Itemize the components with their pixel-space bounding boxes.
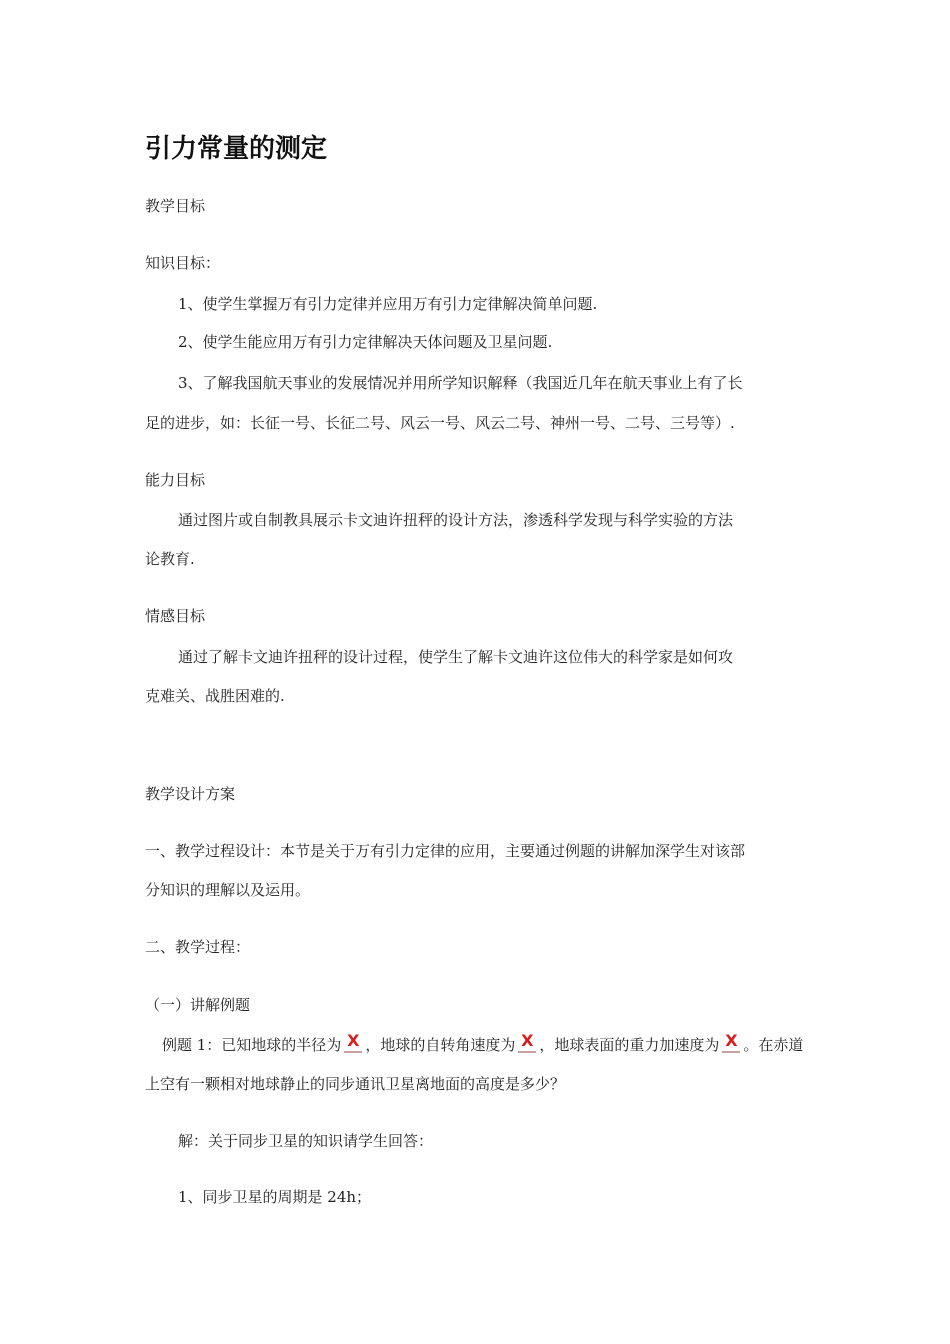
knowledge-item-3-line-2: 足的进步，如：长征一号、长征二号、风云一号、风云二号、神州一号、二号、三号等）. — [145, 414, 735, 432]
heading-ability-goals: 能力目标 — [145, 471, 206, 489]
missing-mark: X — [725, 1031, 738, 1050]
missing-mark: X — [521, 1031, 534, 1050]
heading-emotion-goals: 情感目标 — [145, 607, 206, 625]
knowledge-item-3-line-1: 3、了解我国航天事业的发展情况并用所学知识解释（我国近几年在航天事业上有了长 — [178, 374, 743, 392]
heading-section-examples: （一）讲解例题 — [145, 996, 251, 1014]
heading-teaching-process: 二、教学过程： — [145, 938, 251, 956]
solution-intro: 解：关于同步卫星的知识请学生回答： — [178, 1132, 434, 1150]
knowledge-item-1: 1、使学生掌握万有引力定律并应用万有引力定律解决简单问题. — [178, 295, 598, 313]
missing-formula-icon — [342, 1031, 364, 1054]
emotion-paragraph-line-1: 通过了解卡文迪许扭秤的设计过程，使学生了解卡文迪许这位伟大的科学家是如何攻 — [178, 648, 734, 666]
emotion-paragraph-line-2: 克难关、战胜困难的. — [145, 687, 285, 705]
solution-item-1: 1、同步卫星的周期是 24h； — [178, 1188, 372, 1206]
process-design-line-2: 分知识的理解以及运用。 — [145, 881, 311, 899]
example-text-part-2: ，地球的自转角速度为 — [365, 1036, 516, 1054]
example-1-line-1 — [162, 1031, 804, 1055]
ability-paragraph-line-1: 通过图片或自制教具展示卡文迪许扭秤的设计方法，渗透科学发现与科学实验的方法 — [178, 511, 734, 529]
heading-knowledge-goals: 知识目标： — [145, 254, 221, 272]
heading-design-plan: 教学设计方案 — [145, 785, 236, 803]
missing-formula-icon — [516, 1031, 538, 1054]
process-design-line-1: 一、教学过程设计：本节是关于万有引力定律的应用，主要通过例题的讲解加深学生对该部 — [145, 842, 746, 860]
missing-mark: X — [347, 1031, 360, 1050]
example-text-part-1: 例题 1：已知地球的半径为 — [162, 1036, 342, 1054]
document-title: 引力常量的测定 — [145, 134, 328, 164]
ability-paragraph-line-2: 论教育. — [145, 550, 195, 568]
heading-teaching-goals: 教学目标 — [145, 197, 206, 215]
example-text-part-4: 。在赤道 — [743, 1036, 804, 1054]
knowledge-item-2: 2、使学生能应用万有引力定律解决天体问题及卫星问题. — [178, 333, 553, 351]
example-text-part-3: ，地球表面的重力加速度为 — [539, 1036, 720, 1054]
missing-formula-icon — [720, 1031, 742, 1054]
example-1-line-2: 上空有一颗相对地球静止的同步通讯卫星离地面的高度是多少？ — [145, 1075, 566, 1093]
